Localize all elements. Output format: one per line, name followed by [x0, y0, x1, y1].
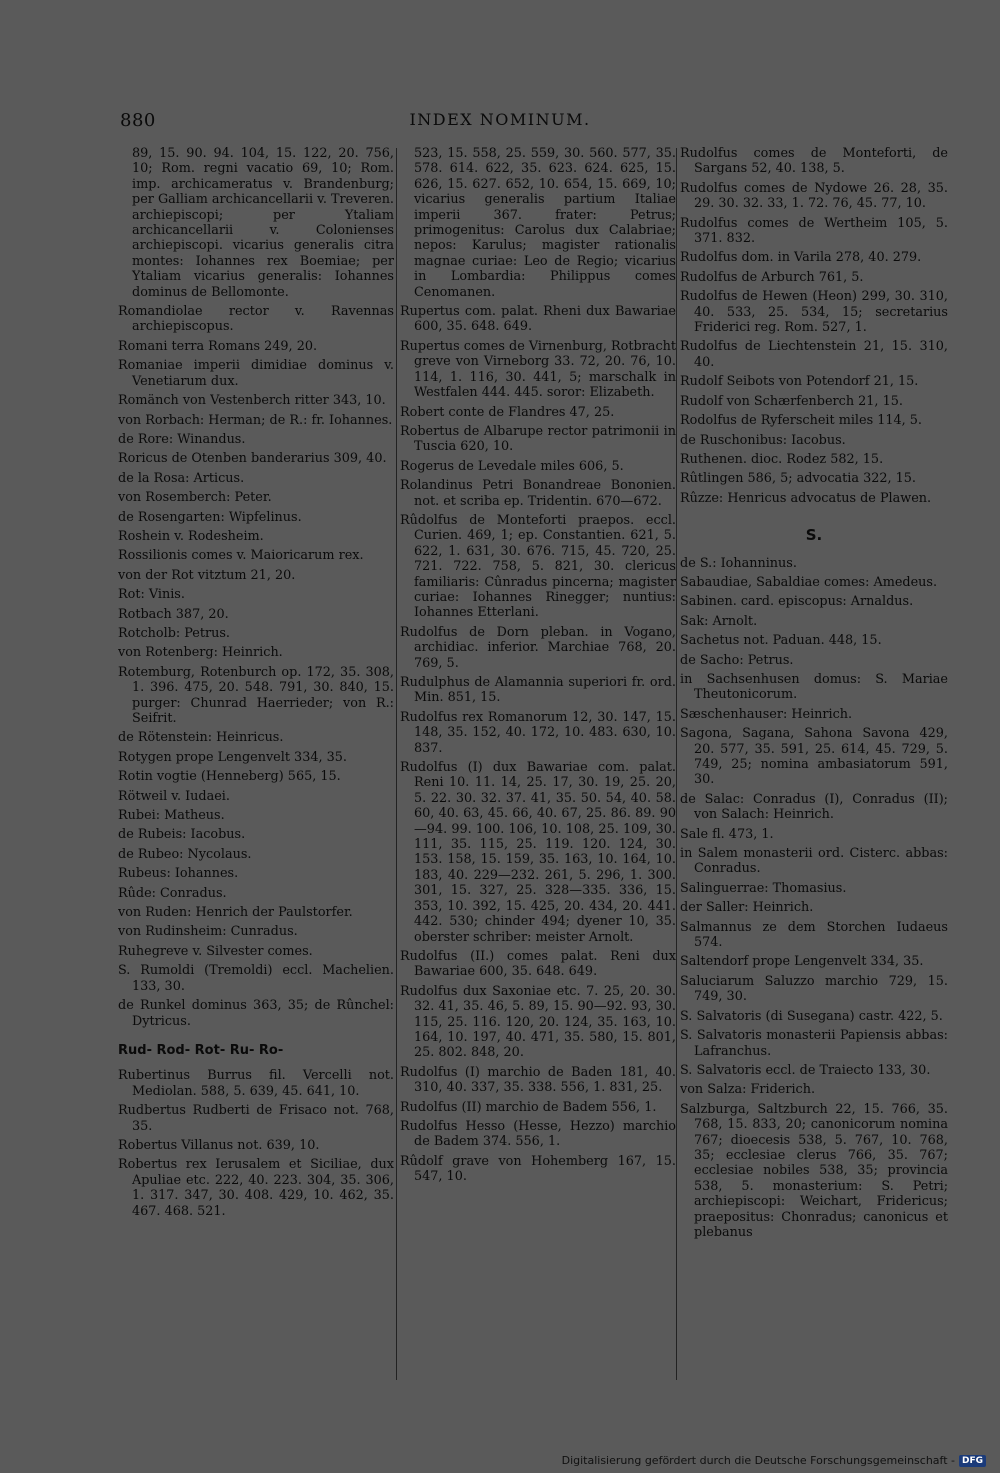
index-entry: Rogerus de Levedale miles 606, 5.: [400, 458, 624, 474]
index-entry: Rudolfus dux Saxoniae etc. 7. 25, 20. 30. 32. 41, 35. 46, 5. 89, 15. 90—92. 93, 30. 115, 25. 116. 120, 20. 124, 35. 163, 10. 164, 10. 197, 40. 471, 35. 580, 15. 801, 25. 802. 848, 20.: [400, 983, 676, 1061]
index-entry: de la Rosa: Articus.: [118, 470, 245, 486]
index-entry: Robertus Villanus not. 639, 10.: [118, 1137, 320, 1153]
index-entry: Rudolfus (I) dux Bawariae com. palat. Reni 10. 11. 14, 25. 17, 30. 19, 25. 20, 5. 22. 30. 32. 37. 41, 35. 50. 54, 40. 58. 60, 40. 63, 45. 66, 40. 67, 25. 86. 89. 90—94. 99. 100. 106, 10. 108, 25. 109, 30. 111, 35. 115, 25. 119. 120. 124, 30. 153. 158, 15. 159, 35. 163, 10. 164, 10. 183, 40. 229—232. 261, 5. 296, 1. 300. 301, 15. 327, 25. 328—335. 336, 15. 353, 10. 392, 15. 425, 20. 434, 20. 441. 442. 530; chinder 494; dyener 10, 35. oberster schriber: meister Arnolt.: [400, 760, 676, 945]
index-entry: Rubeus: Iohannes.: [118, 866, 239, 882]
column-divider: [676, 148, 677, 1380]
index-entry: de Ruschonibus: Iacobus.: [680, 432, 846, 448]
index-entry: Sabaudiae, Sabaldiae comes: Amedeus.: [680, 574, 938, 590]
index-entry: Rûzze: Henricus advocatus de Plawen.: [680, 490, 932, 506]
index-entry: Rudolfus de Liechtenstein 21, 15. 310, 40.: [680, 339, 948, 370]
index-entry: de Rubeis: Iacobus.: [118, 827, 246, 843]
index-entry: Rotin vogtie (Henneberg) 565, 15.: [118, 769, 341, 785]
index-entry: S. Salvatoris eccl. de Traiecto 133, 30.: [680, 1062, 931, 1078]
index-entry: Romänch von Vestenberch ritter 343, 10.: [118, 393, 386, 409]
index-entry: de Runkel dominus 363, 35; de Rûnchel: Dytricus.: [118, 998, 394, 1029]
index-entry: Rudolfus comes de Nydowe 26. 28, 35. 29. 30. 32. 33, 1. 72. 76, 45. 77, 10.: [680, 180, 948, 212]
index-entry: Rotemburg, Rotenburch op. 172, 35. 308, 1. 396. 475, 20. 548. 791, 30. 840, 15. purger: Chunrad Haerrieder; von R.: Seifrit.: [118, 664, 394, 726]
index-entry: Salmannus ze dem Storchen Iudaeus 574.: [680, 919, 948, 951]
index-entry: Rudolfus comes de Wertheim 105, 5. 371. 832.: [680, 215, 948, 247]
index-entry: Rotygen prope Lengenvelt 334, 35.: [118, 749, 347, 765]
column-divider: [396, 148, 397, 1380]
index-entry: Rudolfus (II.) comes palat. Reni dux Bawariae 600, 35. 648. 649.: [400, 948, 676, 980]
index-entry: Ruhegreve v. Silvester comes.: [118, 943, 313, 959]
index-entry: Rudolfus Hesso (Hesse, Hezzo) marchio de Badem 374. 556, 1.: [400, 1118, 676, 1150]
section-letter: S.: [805, 526, 823, 545]
index-entry: Rubei: Matheus.: [118, 808, 225, 824]
index-entry: Rudolfus de Dorn pleban. in Vogano, archidiac. inferior. Marchiae 768, 20. 769, 5.: [400, 624, 676, 671]
index-entry: Rudolfus de Hewen (Heon) 299, 30. 310, 40. 533, 25. 534, 15; secretarius Friderici reg. Rom. 527, 1.: [680, 289, 948, 336]
index-entry: Rötweil v. Iudaei.: [118, 788, 230, 804]
index-column-1: [118, 146, 394, 1386]
index-entry: Romaniae imperii dimidiae dominus v. Venetiarum dux.: [118, 358, 394, 389]
index-entry: Robert conte de Flandres 47, 25.: [400, 404, 615, 420]
index-entry: Sak: Arnolt.: [680, 613, 758, 629]
index-entry: de Sacho: Petrus.: [680, 652, 794, 668]
index-entry-continued: 523, 15. 558, 25. 559, 30. 560. 577, 35. 578. 614. 622, 35. 623. 624. 625, 15. 626, 15. 627. 652, 10. 654, 15. 669, 10; vicarius generalis partium Italiae imperii 367. frater: Petrus; primogenitus: Carolus dux Calabriae; nepos: Karulus; magister rationalis magnae curiae: Leo de Regio; vicarius in Lombardia: Philippus comes Cenomanen.: [414, 146, 676, 300]
index-entry: Saltendorf prope Lengenvelt 334, 35.: [680, 954, 924, 970]
page-number: 880: [120, 110, 156, 131]
index-entry: von Salza: Friderich.: [680, 1082, 816, 1098]
index-column-2: [400, 146, 676, 1386]
index-column-3: [680, 146, 948, 1386]
index-entry: Roricus de Otenben banderarius 309, 40.: [118, 451, 387, 467]
index-entry: de Rötenstein: Heinricus.: [118, 730, 284, 746]
index-entry: Salinguerrae: Thomasius.: [680, 880, 847, 896]
index-entry: Rodolfus de Ryferscheit miles 114, 5.: [680, 413, 922, 429]
index-entry-continued: 89, 15. 90. 94. 104, 15. 122, 20. 756, 10; Rom. regni vacatio 69, 10; Rom. imp. archicameratus v. Brandenburg; per Galliam archicancellarii v. Treveren. archiepiscopi; per Ytaliam archicancellarii v. Colonienses archiepiscopi. vicarius generalis citra montes: Iohannes rex Boemiae; per Ytaliam vicarius generalis: Iohannes dominus de Bellomonte.: [132, 146, 394, 300]
index-entry: Romani terra Romans 249, 20.: [118, 338, 318, 354]
index-entry: Robertus de Albarupe rector patrimonii in Tuscia 620, 10.: [400, 423, 676, 455]
index-entry: Rudbertus Rudberti de Frisaco not. 768, 35.: [118, 1103, 394, 1134]
index-entry: Sachetus not. Paduan. 448, 15.: [680, 633, 882, 649]
index-entry: der Saller: Heinrich.: [680, 900, 814, 916]
index-entry: Robertus rex Ierusalem et Siciliae, dux Apuliae etc. 222, 40. 223. 304, 35. 306, 1. 317. 347, 30. 408. 429, 10. 462, 35. 467. 468. 521.: [118, 1157, 394, 1219]
index-entry: Sale fl. 473, 1.: [680, 826, 774, 842]
dfg-logo: DFG: [959, 1455, 986, 1467]
index-entry: Sagona, Sagana, Sahona Savona 429, 20. 577, 35. 591, 25. 614, 45. 729, 5. 749, 25; nomina ambasiatorum 591, 30.: [680, 726, 948, 788]
index-entry: de Salac: Conradus (I), Conradus (II); von Salach: Heinrich.: [680, 791, 948, 823]
index-entry: Sæschenhauser: Heinrich.: [680, 706, 853, 722]
index-entry: Rûdolfus de Monteforti praepos. eccl. Curien. 469, 1; ep. Constantien. 621, 5. 622, 1. 631, 30. 676. 715, 45. 720, 25. 721. 722. 758, 5. 821, 30. clericus familiaris: Cûnradus pincerna; magister curiae: Iohannes Rinegger; nuntius: Iohannes Etterlani.: [400, 512, 676, 621]
index-entry: Rolandinus Petri Bonandreae Bononien. not. et scriba ep. Tridentin. 670—672.: [400, 478, 676, 509]
index-entry: von Rudinsheim: Cunradus.: [118, 924, 298, 940]
index-entry: Romandiolae rector v. Ravennas archiepiscopus.: [118, 304, 394, 335]
index-entry: Rudulphus de Alamannia superiori fr. ord. Min. 851, 15.: [400, 675, 676, 706]
index-entry: Rudolfus de Arburch 761, 5.: [680, 269, 864, 285]
index-entry: Rupertus com. palat. Rheni dux Bawariae 600, 35. 648. 649.: [400, 304, 676, 335]
index-entry: von Rosemberch: Peter.: [118, 490, 272, 506]
index-entry: S. Salvatoris monasterii Papiensis abbas: Lafranchus.: [680, 1028, 948, 1059]
index-entry: S. Rumoldi (Tremoldi) eccl. Machelien. 133, 30.: [118, 963, 394, 994]
footer-credit: [562, 1454, 986, 1467]
index-entry: Rotbach 387, 20.: [118, 606, 229, 622]
index-entry: Sabinen. card. episcopus: Arnaldus.: [680, 594, 914, 610]
index-entry: Saluciarum Saluzzo marchio 729, 15. 749, 30.: [680, 973, 948, 1005]
index-entry: Ruthenen. dioc. Rodez 582, 15.: [680, 451, 884, 467]
index-entry: de Rore: Winandus.: [118, 431, 246, 447]
index-entry: Rupertus comes de Virnenburg, Rotbracht greve von Virneborg 33. 72, 20. 76, 10. 114, 1. 116, 30. 441, 5; marschalk in Westfalen 444. 445. soror: Elizabeth.: [400, 338, 676, 401]
index-entry: Rudolfus (II) marchio de Badem 556, 1.: [400, 1099, 657, 1115]
index-entry: Rotcholb: Petrus.: [118, 625, 231, 641]
index-entry: de Rubeo: Nycolaus.: [118, 846, 252, 862]
index-entry: Rossilionis comes v. Maioricarum rex.: [118, 548, 364, 564]
section-heading: Rud- Rod- Rot- Ru- Ro-: [118, 1042, 284, 1058]
index-entry: Rudolfus dom. in Varila 278, 40. 279.: [680, 250, 922, 266]
index-entry: Roshein v. Rodesheim.: [118, 528, 264, 544]
running-head: INDEX NOMINUM.: [409, 110, 591, 129]
index-entry: Rubertinus Burrus fil. Vercelli not. Mediolan. 588, 5. 639, 45. 641, 10.: [118, 1068, 394, 1099]
index-entry: Rudolfus comes de Monteforti, de Sargans 52, 40. 138, 5.: [680, 146, 948, 177]
index-entry: Salzburga, Saltzburch 22, 15. 766, 35. 768, 15. 833, 20; canonicorum nomina 767; dioecesis 538, 5. 767, 10. 768, 35; ecclesiae clerus 766, 35. 767; ecclesiae nobiles 538, 35; provincia 538, 5. monasterium: S. Petri; archiepiscopi: Weichart, Fridericus; praepositus: Chonradus; canonicus et plebanus: [680, 1101, 948, 1240]
index-entry: von Rotenberg: Heinrich.: [118, 645, 283, 661]
index-columns: [118, 146, 948, 1386]
index-entry: Rûtlingen 586, 5; advocatia 322, 15.: [680, 471, 916, 487]
footer-text: Digitalisierung gefördert durch die Deutsche Forschungsgemeinschaft -: [561, 1454, 955, 1467]
index-entry: in Sachsenhusen domus: S. Mariae Theutonicorum.: [680, 671, 948, 703]
index-entry: S. Salvatoris (di Susegana) castr. 422, 5.: [680, 1008, 943, 1024]
index-entry: Rudolf von Schærfenberch 21, 15.: [680, 393, 903, 409]
index-entry: von Rorbach: Herman; de R.: fr. Iohannes.: [118, 412, 393, 428]
index-entry: Rot: Vinis.: [118, 587, 185, 603]
index-entry: von Ruden: Henrich der Paulstorfer.: [118, 905, 353, 921]
index-entry: von der Rot vitztum 21, 20.: [118, 567, 296, 583]
index-entry: de S.: Iohanninus.: [680, 555, 797, 571]
index-entry: Rûdolf grave von Hohemberg 167, 15. 547, 10.: [400, 1153, 676, 1185]
index-entry: in Salem monasterii ord. Cisterc. abbas: Conradus.: [680, 846, 948, 877]
index-entry: Rudolfus rex Romanorum 12, 30. 147, 15. 148, 35. 152, 40. 172, 10. 483. 630, 10. 837.: [400, 709, 676, 756]
index-entry: de Rosengarten: Wipfelinus.: [118, 509, 302, 525]
index-entry: Rudolfus (I) marchio de Baden 181, 40. 310, 40. 337, 35. 338. 556, 1. 831, 25.: [400, 1064, 676, 1096]
index-entry: Rudolf Seibots von Potendorf 21, 15.: [680, 374, 919, 390]
index-entry: Rûde: Conradus.: [118, 885, 227, 901]
